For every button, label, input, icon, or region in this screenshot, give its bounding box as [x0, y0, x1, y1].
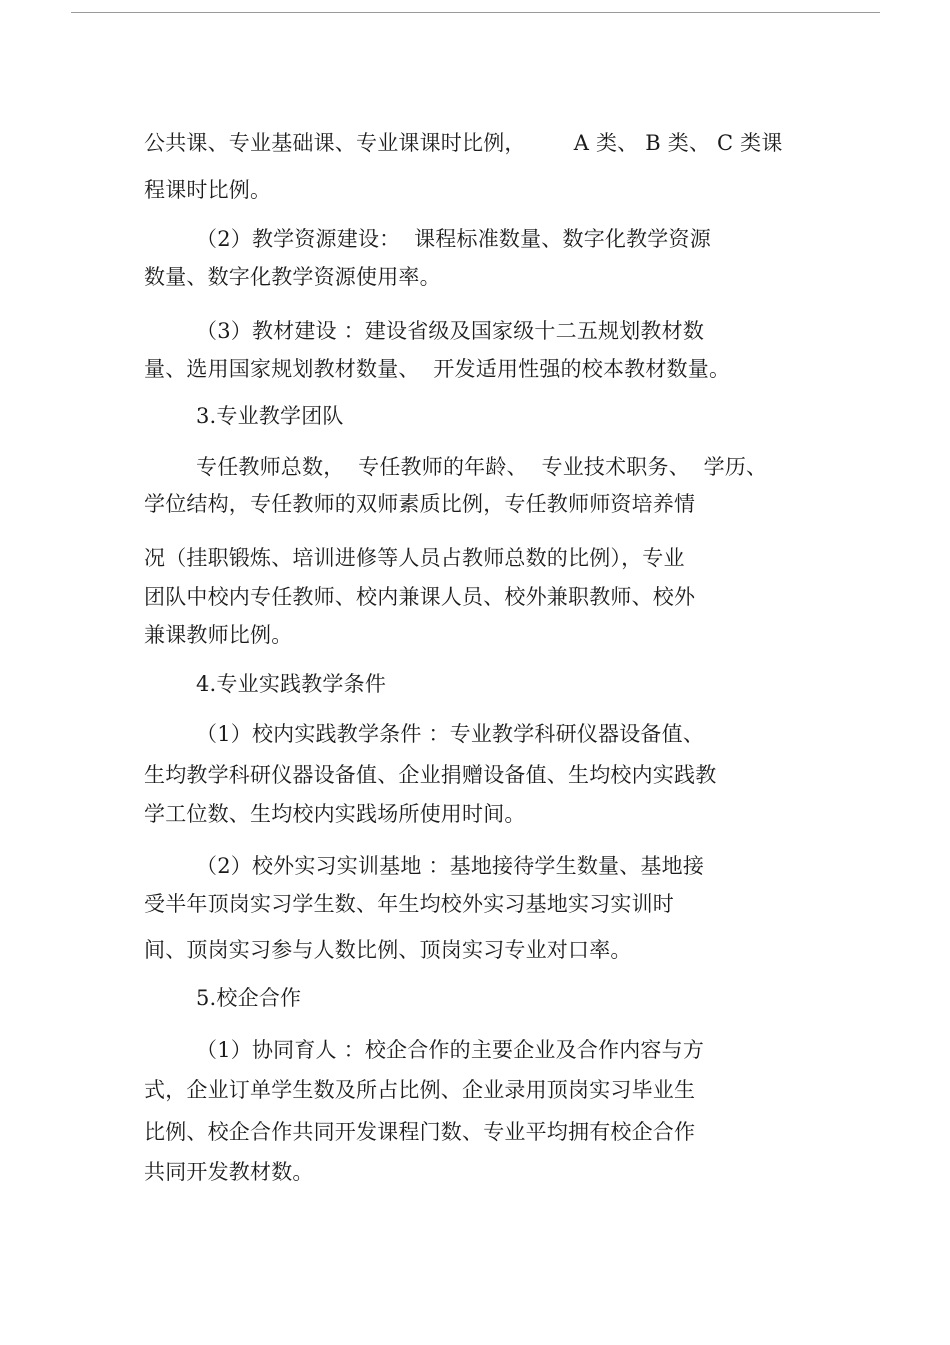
text-line: 专任教师总数， 专任教师的年龄、 专业技术职务、 学历、 [196, 455, 768, 479]
text-line: 间、顶岗实习参与人数比例、顶岗实习专业对口率。 [144, 938, 632, 962]
section-heading: 4.专业实践教学条件 [196, 672, 387, 696]
text-line: 兼课教师比例。 [144, 623, 293, 647]
text-line: （2）教学资源建设： 课程标准数量、数字化教学资源 [196, 227, 711, 251]
text-line: 共同开发教材数。 [144, 1160, 314, 1184]
text-line: 学位结构，专任教师的双师素质比例，专任教师师资培养情 [144, 492, 696, 516]
text-line: 团队中校内专任教师、校内兼课人员、校外兼职教师、校外 [144, 585, 696, 609]
header-rule [71, 12, 880, 13]
text-line: 程课时比例。 [144, 178, 272, 202]
section-heading: 5.校企合作 [196, 986, 302, 1010]
text-line: 生均教学科研仪器设备值、企业捐赠设备值、生均校内实践教 [144, 763, 717, 787]
text-line: 式，企业订单学生数及所占比例、企业录用顶岗实习毕业生 [144, 1078, 696, 1102]
text-line: 数量、数字化教学资源使用率。 [144, 265, 441, 289]
text-line: （1）协同育人 ：校企合作的主要企业及合作内容与方 [196, 1038, 705, 1062]
text-line: 公共课、专业基础课、专业课课时比例， A 类、 B 类、 C 类课 [144, 131, 783, 155]
section-heading: 3.专业教学团队 [196, 404, 344, 428]
text-line: 量、选用国家规划教材数量、 开发适用性强的校本教材数量。 [144, 357, 731, 381]
text-line: （3）教材建设 ：建设省级及国家级十二五规划教材数 [196, 319, 705, 343]
text-line: 比例、校企合作共同开发课程门数、专业平均拥有校企合作 [144, 1120, 696, 1144]
text-line: 学工位数、生均校内实践场所使用时间。 [144, 802, 526, 826]
text-line: （2）校外实习实训基地 ：基地接待学生数量、基地接 [196, 854, 705, 878]
text-line: （1）校内实践教学条件 ：专业教学科研仪器设备值、 [196, 722, 705, 746]
text-line: 况（挂职锻炼、培训进修等人员占教师总数的比例），专业 [144, 546, 685, 570]
text-line: 受半年顶岗实习学生数、年生均校外实习基地实习实训时 [144, 892, 674, 916]
